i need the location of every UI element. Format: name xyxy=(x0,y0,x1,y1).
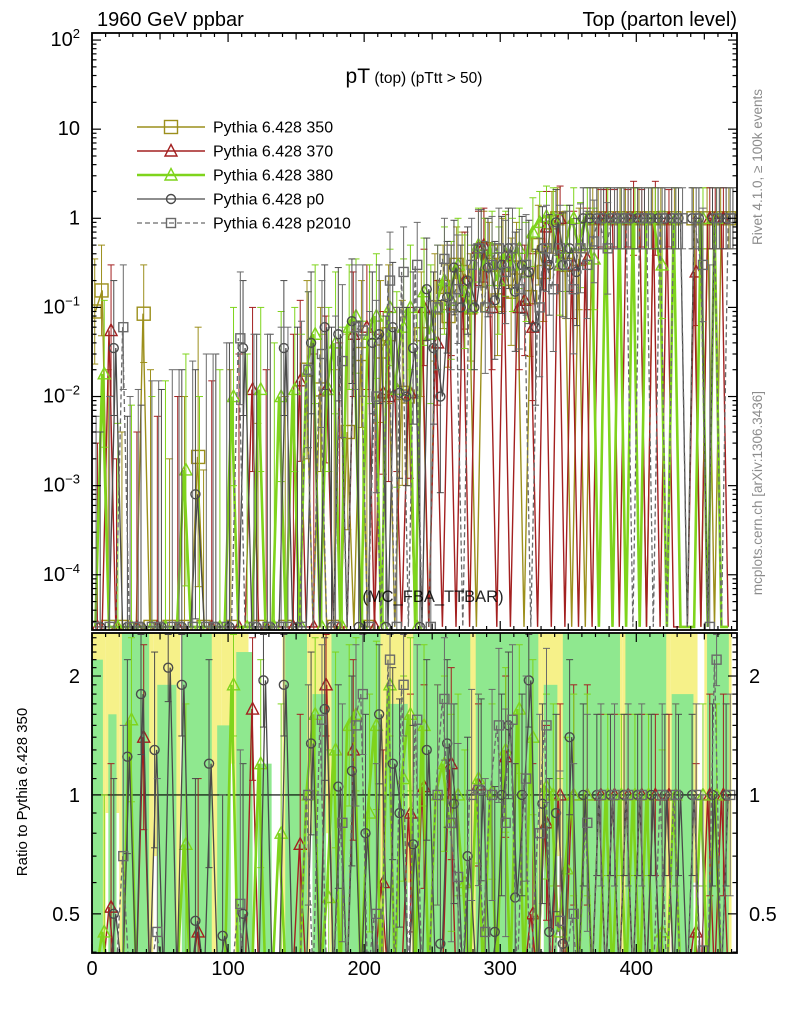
x-tick-label: 200 xyxy=(347,958,381,980)
header-right: Top (parton level) xyxy=(582,9,737,31)
ratio-tick-label: 0.5 xyxy=(52,903,80,926)
header-left: 1960 GeV ppbar xyxy=(97,9,244,31)
legend-label: Pythia 6.428 370 xyxy=(213,143,334,161)
y-tick-label: $10^2$ xyxy=(50,26,80,52)
legend-item xyxy=(137,168,333,185)
ratio-tick-label: 2 xyxy=(68,666,80,689)
y-tick-label: 10 xyxy=(57,118,80,141)
y-tick-label: $10^{-4}$ xyxy=(42,560,80,586)
x-tick-label: 400 xyxy=(619,958,653,980)
legend-item xyxy=(137,144,333,161)
legend-item xyxy=(137,216,351,233)
ratio-tick-label: 2 xyxy=(749,666,761,689)
legend-item xyxy=(137,120,333,137)
legend-marker xyxy=(165,145,177,157)
side-note-mcplots: mcplots.cern.ch [arXiv:1306.3436] xyxy=(750,390,765,596)
legend xyxy=(137,120,351,233)
y-tick-label: $10^{-3}$ xyxy=(42,471,80,497)
legend-label: Pythia 6.428 350 xyxy=(213,119,334,137)
plot-title: pT (top) (pTtt > 50) xyxy=(345,65,483,88)
legend-item xyxy=(137,192,324,209)
watermark: (MC_FBA_TTBAR) xyxy=(362,588,504,606)
ratio-tick-label: 0.5 xyxy=(749,903,777,926)
main-panel-series xyxy=(88,181,737,633)
x-tick-label: 100 xyxy=(211,958,245,980)
x-tick-label: 0 xyxy=(86,958,98,980)
ratio-tick-label: 1 xyxy=(749,784,761,807)
legend-label: Pythia 6.428 p0 xyxy=(213,191,325,209)
y-tick-label: $10^{-2}$ xyxy=(42,382,80,408)
side-note-rivet: Rivet 4.1.0, ≥ 100k events xyxy=(750,89,765,245)
ratio-tick-label: 1 xyxy=(68,784,80,807)
x-tick-label: 300 xyxy=(483,958,517,980)
legend-label: Pythia 6.428 380 xyxy=(213,167,334,185)
y-tick-label: $10^{-1}$ xyxy=(42,293,80,319)
y-tick-label: 1 xyxy=(68,207,80,230)
ratio-axis-title: Ratio to Pythia 6.428 350 xyxy=(14,707,31,877)
legend-label: Pythia 6.428 p2010 xyxy=(213,215,351,233)
